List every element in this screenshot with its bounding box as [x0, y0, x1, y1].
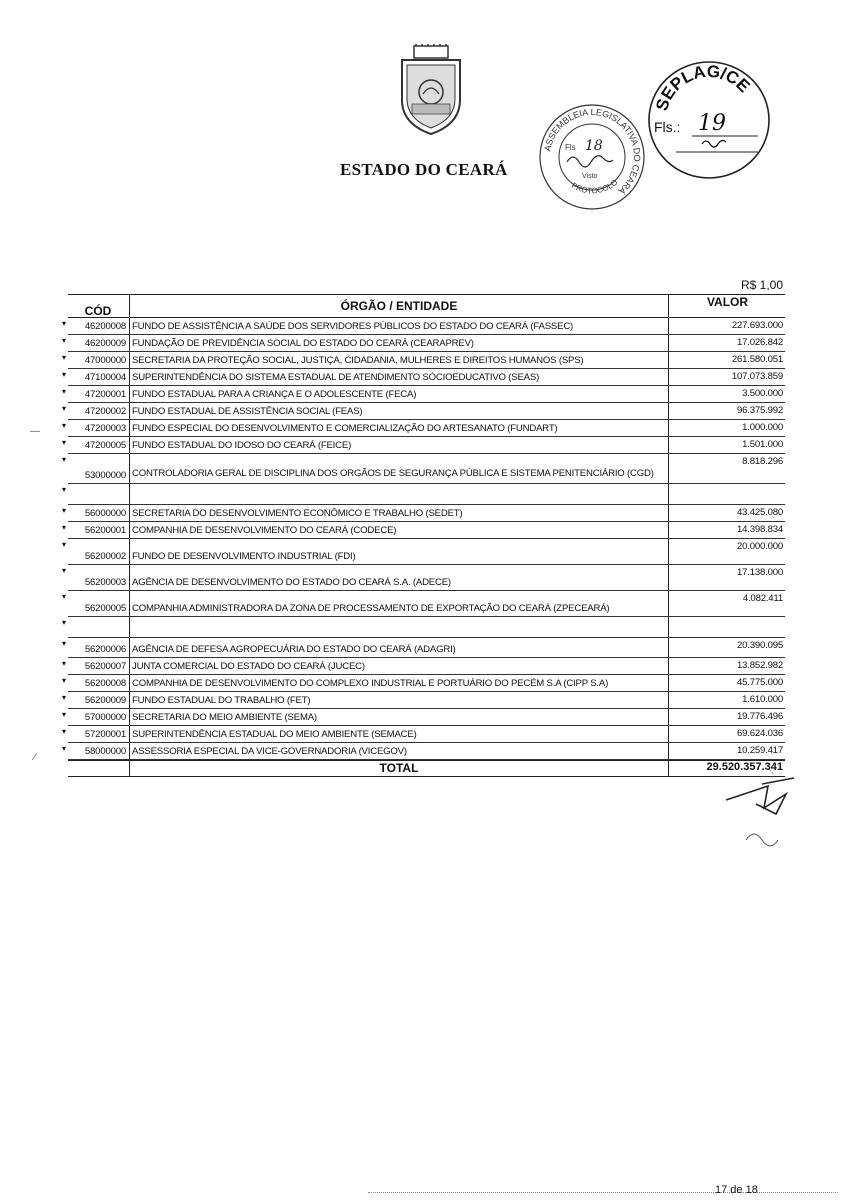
row-orgao: FUNDO ESTADUAL DO IDOSO DO CEARÁ (FEICE)	[132, 440, 352, 451]
row-tick-mark: ▾	[62, 592, 66, 601]
row-orgao: ASSESSORIA ESPECIAL DA VICE-GOVERNADORIA (VICEGOV)	[132, 746, 407, 757]
budget-table	[62, 294, 785, 777]
row-cod: 56200005	[84, 603, 126, 614]
row-valor: 20.390.095	[736, 640, 783, 651]
table-body	[62, 318, 785, 760]
row-valor: 4.082.411	[742, 593, 783, 604]
row-valor: 1.000.000	[742, 422, 783, 433]
row-valor: 107.073.859	[731, 371, 783, 382]
table-row	[62, 675, 785, 692]
row-tick-mark: ▾	[62, 336, 66, 345]
row-cod: 46200009	[84, 338, 126, 349]
table-row	[62, 386, 785, 403]
row-orgao: CONTROLADORIA GERAL DE DISCIPLINA DOS ORGÃOS DE SEGURANÇA PÚBLICA E SISTEMA PENITENCIÁRIO (CGD)	[132, 468, 654, 479]
row-valor: 69.624.036	[736, 728, 783, 739]
row-cod: 53000000	[84, 470, 126, 481]
row-cod: 47100004	[84, 372, 126, 383]
ceara-coat-of-arms-icon	[396, 44, 466, 136]
table-row	[62, 369, 785, 386]
row-tick-mark: ▾	[62, 727, 66, 736]
row-valor: 43.425.080	[736, 507, 783, 518]
seplag-stamp	[646, 58, 772, 182]
table-row	[62, 638, 785, 658]
margin-mark: ⁄	[34, 752, 36, 763]
page-number: 17 de 18	[715, 1184, 758, 1196]
row-tick-mark: ▾	[62, 387, 66, 396]
row-cod: 47200005	[84, 440, 126, 451]
row-orgao: AGÊNCIA DE DESENVOLVIMENTO DO ESTADO DO CEARÁ S.A. (ADECE)	[132, 577, 451, 588]
table-row	[62, 539, 785, 565]
row-orgao: JUNTA COMERCIAL DO ESTADO DO CEARÁ (JUCEC)	[132, 661, 365, 672]
table-row	[62, 403, 785, 420]
table-row	[62, 726, 785, 743]
row-tick-mark: ▾	[62, 693, 66, 702]
row-cod: 56000000	[84, 508, 126, 519]
row-orgao: FUNDO DE DESENVOLVIMENTO INDUSTRIAL (FDI)	[132, 551, 356, 562]
row-cod: 57000000	[84, 712, 126, 723]
row-cod: 47200001	[84, 389, 126, 400]
table-row	[62, 484, 785, 505]
total-row	[68, 760, 785, 777]
row-tick-mark: ▾	[62, 744, 66, 753]
handwritten-rubric	[706, 764, 826, 874]
row-valor: 227.693.000	[731, 320, 783, 331]
table-row	[62, 617, 785, 638]
total-value: 29.520.357.341	[706, 761, 783, 773]
row-tick-mark: ▾	[62, 540, 66, 549]
margin-mark: —	[30, 426, 40, 437]
table-row	[62, 743, 785, 760]
row-valor: 14.398.834	[736, 524, 783, 535]
row-tick-mark: ▾	[62, 404, 66, 413]
table-row	[62, 505, 785, 522]
row-tick-mark: ▾	[62, 639, 66, 648]
row-cod: 56200009	[84, 695, 126, 706]
svg-text:PROTOCOLO	[570, 178, 620, 196]
row-valor: 17.138.000	[736, 567, 783, 578]
row-cod: 56200006	[84, 644, 126, 655]
row-valor: 1.610.000	[742, 694, 783, 705]
row-orgao: COMPANHIA ADMINISTRADORA DA ZONA DE PROCESSAMENTO DE EXPORTAÇÃO DO CEARÁ (ZPECEARÁ)	[132, 603, 610, 614]
row-orgao: FUNDO DE ASSISTÊNCIA A SAÚDE DOS SERVIDORES PÚBLICOS DO ESTADO DO CEARÁ (FASSEC)	[132, 321, 574, 332]
assembleia-protocol-stamp	[537, 102, 647, 212]
table-row	[62, 454, 785, 484]
seplag-fls-value: 19	[698, 111, 726, 136]
row-cod: 47200002	[84, 406, 126, 417]
row-orgao: FUNDO ESPECIAL DO DESENVOLVIMENTO E COMERCIALIZAÇÃO DO ARTESANATO (FUNDART)	[132, 423, 558, 434]
row-cod: 56200001	[84, 525, 126, 536]
header-orgao: ÓRGÃO / ENTIDADE	[340, 299, 458, 313]
currency-note: R$ 1,00	[740, 278, 783, 292]
row-orgao: FUNDO ESTADUAL DE ASSISTÊNCIA SOCIAL (FEAS)	[132, 406, 363, 417]
row-valor: 1.501.000	[742, 439, 783, 450]
row-orgao: SUPERINTENDÊNCIA DO SISTEMA ESTADUAL DE ATENDIMENTO SÓCIOEDUCATIVO (SEAS)	[132, 372, 540, 383]
row-valor: 20.000.000	[736, 541, 783, 552]
row-orgao: SUPERINTENDÊNCIA ESTADUAL DO MEIO AMBIENTE (SEMACE)	[132, 729, 417, 740]
row-valor: 261.580.051	[731, 354, 783, 365]
row-cod: 47000000	[84, 355, 126, 366]
row-cod: 56200008	[84, 678, 126, 689]
row-valor: 19.776.496	[736, 711, 783, 722]
row-tick-mark: ▾	[62, 618, 66, 627]
table-row	[62, 692, 785, 709]
row-valor: 8.818.296	[742, 456, 783, 467]
header-valor: VALOR	[706, 295, 749, 309]
table-row	[62, 522, 785, 539]
row-tick-mark: ▾	[62, 370, 66, 379]
row-cod: 58000000	[84, 746, 126, 757]
row-tick-mark: ▾	[62, 566, 66, 575]
seplag-ring-text: SEPLAG/CE	[652, 61, 754, 114]
row-tick-mark: ▾	[62, 319, 66, 328]
row-valor: 45.775.000	[736, 677, 783, 688]
row-valor: 3.500.000	[742, 388, 783, 399]
row-tick-mark: ▾	[62, 710, 66, 719]
table-row	[62, 658, 785, 675]
row-tick-mark: ▾	[62, 421, 66, 430]
total-label: TOTAL	[379, 761, 419, 775]
table-row	[62, 709, 785, 726]
row-orgao: FUNDO ESTADUAL PARA A CRIANÇA E O ADOLESCENTE (FECA)	[132, 389, 417, 400]
table-row	[62, 335, 785, 352]
header-cod: CÓD	[84, 304, 112, 318]
row-orgao: COMPANHIA DE DESENVOLVIMENTO DO CEARÁ (CODECE)	[132, 525, 397, 536]
row-cod: 47200003	[84, 423, 126, 434]
row-tick-mark: ▾	[62, 523, 66, 532]
row-tick-mark: ▾	[62, 676, 66, 685]
row-cod: 56200002	[84, 551, 126, 562]
table-row	[62, 420, 785, 437]
table-row	[62, 352, 785, 369]
table-header	[68, 294, 785, 318]
row-orgao: FUNDAÇÃO DE PREVIDÊNCIA SOCIAL DO ESTADO DO CEARÁ (CEARAPREV)	[132, 338, 474, 349]
row-valor: 13.852.982	[736, 660, 783, 671]
row-cod: 56200003	[84, 577, 126, 588]
state-title: ESTADO DO CEARÁ	[340, 160, 508, 179]
row-cod: 56200007	[84, 661, 126, 672]
seplag-fls-label: Fls.:	[654, 119, 681, 135]
row-valor: 96.375.992	[736, 405, 783, 416]
assembleia-bottom-text: PROTOCOLO	[569, 177, 620, 196]
footer-line	[368, 1192, 838, 1193]
row-tick-mark: ▾	[62, 506, 66, 515]
row-tick-mark: ▾	[62, 659, 66, 668]
row-orgao: COMPANHIA DE DESENVOLVIMENTO DO COMPLEXO INDUSTRIAL E PORTUÁRIO DO PECÉM S.A (CIPP S.A)	[132, 678, 609, 689]
row-valor: 17.026.842	[736, 337, 783, 348]
row-cod: 46200008	[84, 321, 126, 332]
assembleia-ring-text: ASSEMBLEIA LEGISLATIVA DO CEARÁ	[542, 106, 643, 197]
table-row	[62, 437, 785, 454]
row-orgao: SECRETARIA DO DESENVOLVIMENTO ECONÔMICO E TRABALHO (SEDET)	[132, 508, 463, 519]
row-tick-mark: ▾	[62, 485, 66, 494]
table-row	[62, 591, 785, 617]
row-orgao: FUNDO ESTADUAL DO TRABALHO (FET)	[132, 695, 311, 706]
assembleia-fls-value: 18	[585, 138, 603, 154]
row-valor: 10.259.417	[736, 745, 783, 756]
table-row	[62, 318, 785, 335]
row-cod: 57200001	[84, 729, 126, 740]
row-tick-mark: ▾	[62, 353, 66, 362]
row-tick-mark: ▾	[62, 438, 66, 447]
row-tick-mark: ▾	[62, 455, 66, 464]
row-orgao: AGÊNCIA DE DEFESA AGROPECUÁRIA DO ESTADO DO CEARÁ (ADAGRI)	[132, 644, 456, 655]
row-orgao: SECRETARIA DA PROTEÇÃO SOCIAL, JUSTIÇA, CIDADANIA, MULHERES E DIREITOS HUMANOS (SPS)	[132, 355, 584, 366]
assembleia-fls-label: Fls	[565, 143, 576, 152]
assembleia-visto-label: Visto	[582, 173, 598, 180]
table-row	[62, 565, 785, 591]
row-orgao: SECRETARIA DO MEIO AMBIENTE (SEMA)	[132, 712, 317, 723]
